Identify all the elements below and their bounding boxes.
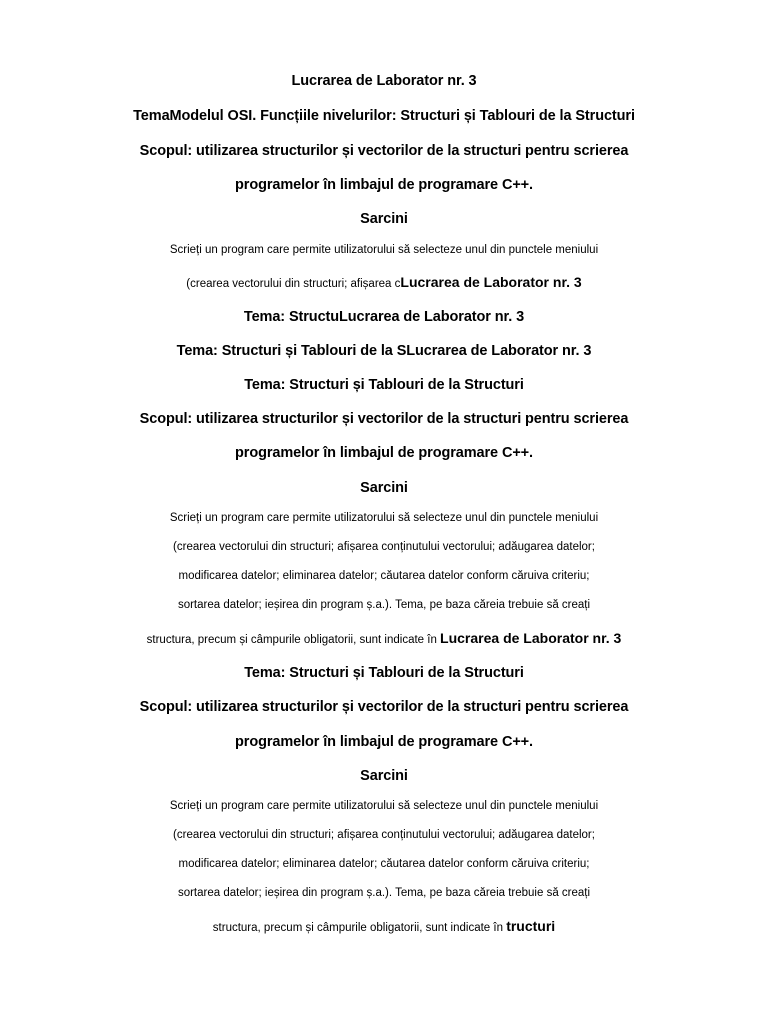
text-span: Lucrarea de Laborator nr. 3 [291, 73, 477, 89]
text-span: Scopul: utilizarea structurilor și vectorilor de la structuri pentru scrierea [139, 411, 629, 427]
task-text-line [0, 800, 768, 812]
task-text-line [0, 887, 768, 899]
text-span: Scrieți un program care permite utilizatorului să selecteze unul din punctele meniului [169, 800, 599, 812]
doc-title [0, 73, 768, 89]
text-span: Tema: Structuri și Tablouri de la Structuri [244, 377, 524, 393]
doc-theme [0, 309, 768, 325]
task-text-line [0, 570, 768, 582]
task-text-line [0, 274, 768, 290]
doc-scope-line-1 [0, 143, 768, 159]
inline-bold-text: Lucrarea de Laborator nr. 3 [400, 274, 582, 290]
text-span: Scrieți un program care permite utilizatorului să selecteze unul din punctele meniului [169, 512, 599, 524]
text-span: Tema: Structuri și Tablouri de la Structuri [244, 665, 524, 681]
text-span: modificarea datelor; eliminarea datelor; căutarea datelor conform căruiva criteriu; [178, 570, 590, 582]
text-span: structura, precum și câmpurile obligatorii, sunt indicate în [146, 634, 441, 646]
task-text-line [0, 918, 768, 934]
task-text-line [0, 599, 768, 611]
text-span: programelor în limbajul de programare C++. [235, 177, 533, 193]
text-span: (crearea vectorului din structuri; afișarea conținutului vectorului; adăugarea datelor; [173, 829, 595, 841]
text-span: (crearea vectorului din structuri; afișarea conținutului vectorului; adăugarea datelor; [173, 541, 595, 553]
doc-scope-line-2 [0, 445, 768, 461]
task-text-line [0, 858, 768, 870]
section-heading-sarcini [0, 768, 768, 784]
text-span: structura, precum și câmpurile obligatorii, sunt indicate în [212, 922, 507, 934]
text-span: Tema: StructuLucrarea de Laborator nr. 3 [243, 309, 525, 325]
text-span: Scopul: utilizarea structurilor și vectorilor de la structuri pentru scrierea [139, 699, 629, 715]
doc-scope-line-1 [0, 699, 768, 715]
doc-scope-line-2 [0, 734, 768, 750]
text-span: sortarea datelor; ieșirea din program ș.a.). Tema, pe baza căreia trebuie să creați [177, 599, 591, 611]
doc-theme [0, 377, 768, 393]
inline-bold-text: Lucrarea de Laborator nr. 3 [440, 630, 622, 646]
task-text-line [0, 244, 768, 256]
task-text-line [0, 829, 768, 841]
task-text-line [0, 630, 768, 646]
text-span: Tema: Structuri și Tablouri de la SLucrarea de Laborator nr. 3 [176, 343, 592, 359]
doc-theme [0, 343, 768, 359]
task-text-line [0, 541, 768, 553]
doc-theme [0, 665, 768, 681]
inline-bold-text: tructuri [506, 918, 556, 934]
section-heading-sarcini [0, 211, 768, 227]
doc-scope-line-1 [0, 411, 768, 427]
text-span: Sarcini [360, 480, 408, 496]
text-span: TemaModelul OSI. Funcțiile nivelurilor: Structuri și Tablouri de la Structuri [133, 108, 635, 124]
text-span: sortarea datelor; ieșirea din program ș.a.). Tema, pe baza căreia trebuie să creați [177, 887, 591, 899]
task-text-line [0, 512, 768, 524]
text-span: programelor în limbajul de programare C++. [235, 734, 533, 750]
doc-theme [0, 108, 768, 124]
text-span: programelor în limbajul de programare C++. [235, 445, 533, 461]
section-heading-sarcini [0, 480, 768, 496]
text-span: Sarcini [360, 211, 408, 227]
text-span: (crearea vectorului din structuri; afișarea c [186, 278, 401, 290]
text-span: modificarea datelor; eliminarea datelor; căutarea datelor conform căruiva criteriu; [178, 858, 590, 870]
text-span: Scopul: utilizarea structurilor și vectorilor de la structuri pentru scrierea [139, 143, 629, 159]
doc-scope-line-2 [0, 177, 768, 193]
text-span: Sarcini [360, 768, 408, 784]
text-span: Scrieți un program care permite utilizatorului să selecteze unul din punctele meniului [169, 244, 599, 256]
